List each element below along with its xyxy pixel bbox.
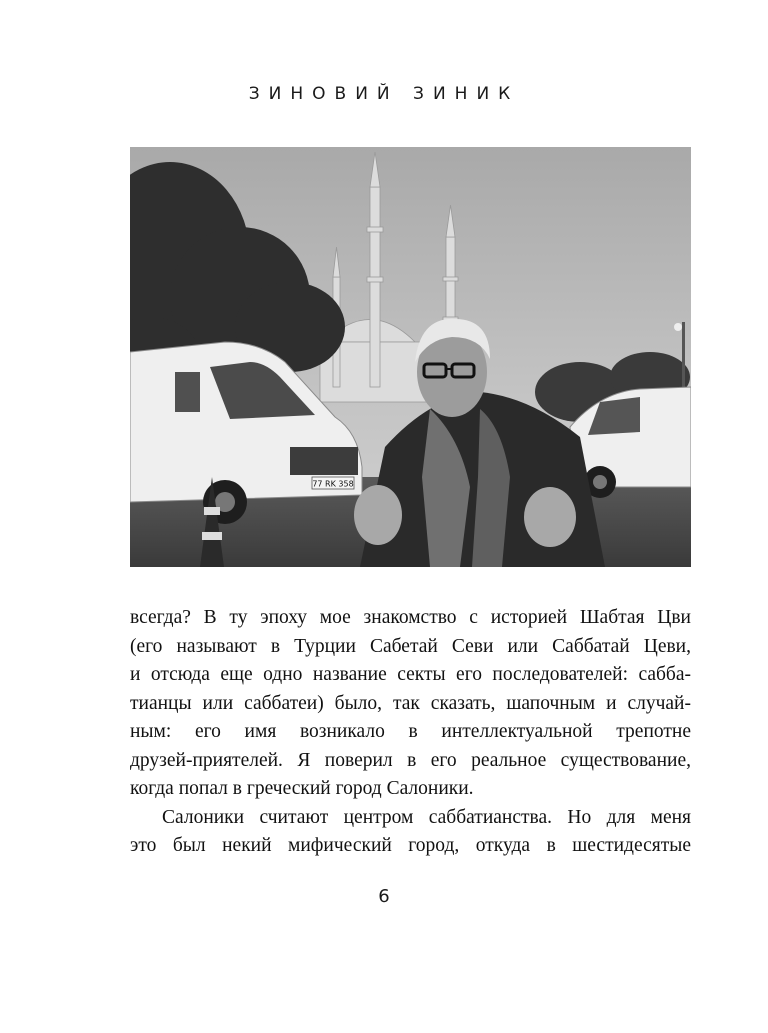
text-line: (его называют в Турции Сабетай Севи или Саббатай Цеви,: [130, 635, 691, 657]
text-line: это был некий мифический город, откуда в шестидесятые: [130, 835, 691, 856]
body-text: [130, 604, 691, 861]
page-number: 6: [378, 886, 390, 907]
text-line: ным: его имя возникало в интеллектуальной трепотне: [130, 721, 691, 742]
text-line: тианцы или саббатеи) было, так сказать, шапочным и случай-: [130, 692, 691, 714]
license-plate: 77 RK 358: [312, 479, 354, 489]
text-line: всегда? В ту эпоху мое знакомство с историей Шабтая Цви: [130, 607, 691, 628]
text-line: и отсюда еще одно название секты его последователей: сабба-: [130, 664, 691, 685]
photo-image: [130, 147, 691, 567]
text-line: когда попал в греческий город Салоники.: [130, 778, 474, 799]
photo: [130, 147, 691, 567]
text-line: друзей-приятелей. Я поверил в его реальное существование,: [130, 749, 691, 771]
text-line: Салоники считают центром саббатианства. Но для меня: [162, 806, 691, 828]
running-head: ЗИНОВИЙ ЗИНИК: [248, 84, 520, 104]
